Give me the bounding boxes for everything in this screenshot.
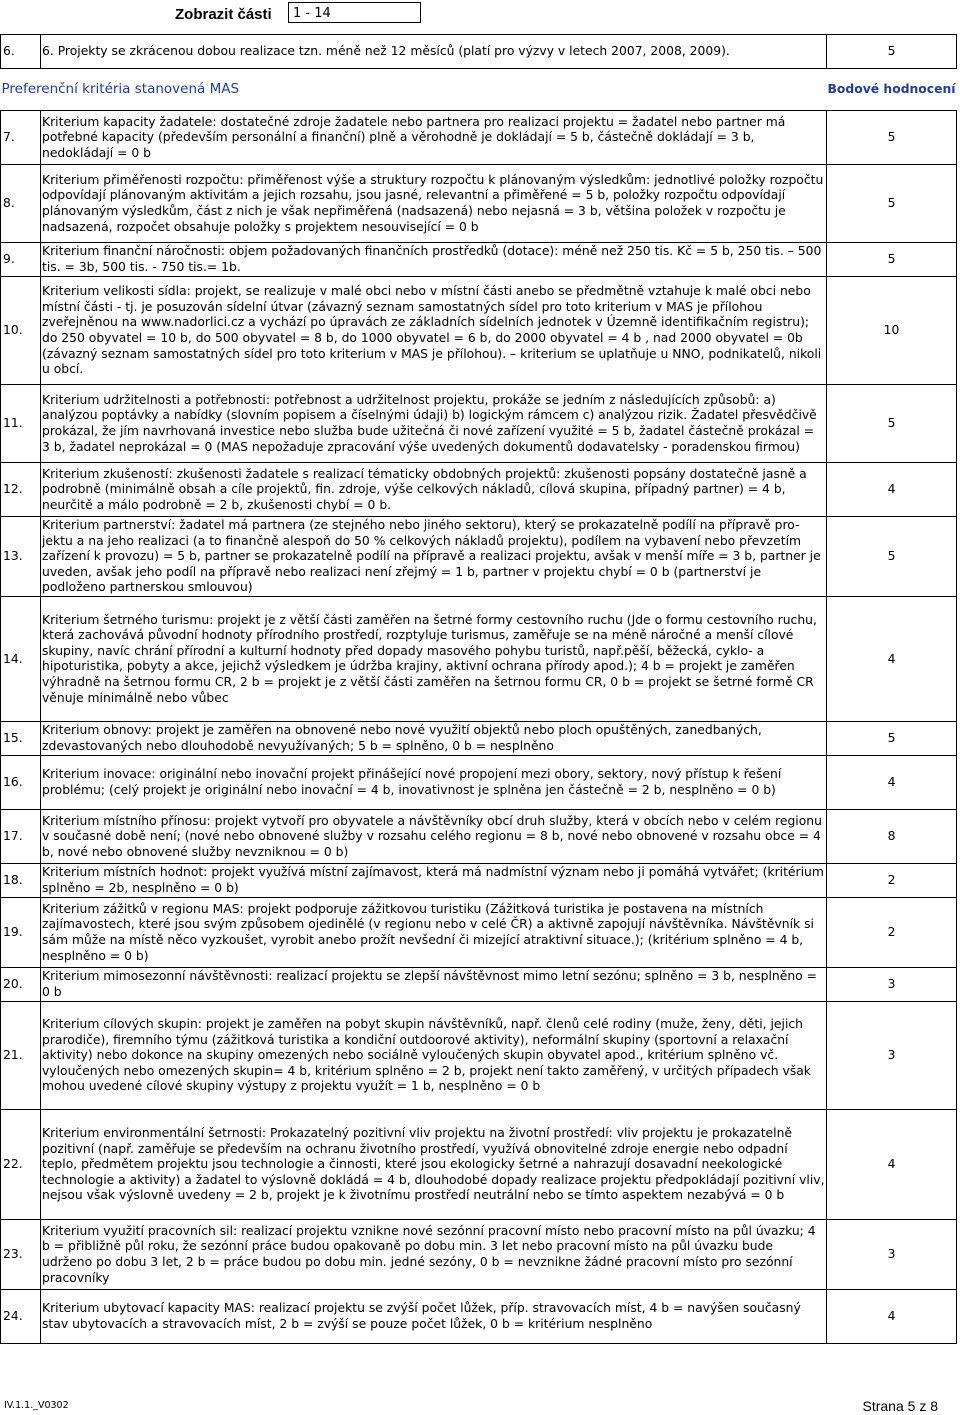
table-row	[1, 1001, 957, 1109]
score-value: 10	[827, 277, 957, 385]
table-row	[1, 721, 957, 755]
criterion-text: Kriterium velikosti sídla: projekt, se realizuje v malé obci nebo v místní části anebo se předmětně vztahuje k malé obci nebo místní části - tj. je posuzován sídelní útvar (závazný seznam samostatných sídel pro toto kriterium v MAS je přílohou zveřejněnou na www.nadorlici.cz a vychází po úpravách ze základních sídelních jednotek v Územně identifikačním registru); do 250 obyvatel = 10 b, do 500 obyvatel = 8 b, do 1000 obyvatel = 6 b, do 2000 obyvatel = 4 b , nad 2000 obyvatel = 0b (závazný seznam samostatných sídel pro toto kriterium v MAS je přílohou). – kriterium se uplatňuje u NNO, podnikatelů, nikoli u obcí.	[41, 277, 827, 385]
row-number: 19.	[1, 897, 41, 967]
section-header-row	[1, 69, 957, 111]
table-row	[1, 517, 957, 597]
display-parts-input[interactable]: 1 - 14	[288, 2, 421, 23]
criterion-text: Kriterium ubytovací kapacity MAS: realizací projektu se zvýší počet lůžek, příp. stravovacích míst, 4 b = navýšen současný stav ubytovacích a stravovacích míst, 2 b = zvýší se pouze počet lůžek, 0 b = kritérium nesplněno	[41, 1289, 827, 1343]
criterion-text: Kriterium environmentální šetrnosti: Prokazatelný pozitivní vliv projektu na životní prostředí: vliv projektu je prokazatelně pozitivní (např. zaměřuje se především na ochranu životního prostředí, využívá obnovitelné zdroje energie nebo odpadní teplo, předmětem projektu jsou technologie a činnosti, které jsou ekologicky šetrné a nahrazují dosavadní neekologické technologie a aktivity) a žadatel to výslovně dokládá = 4 b, dlouhodobé dopady realizace projektu předpokládají pozitivní vliv, nejsou však výslovně uvedeny = 2 b, projekt je k životnímu prostředí neutrální nebo se tímto aspektem nezabývá = 0 b	[41, 1109, 827, 1219]
row-number: 24.	[1, 1289, 41, 1343]
criterion-text: Kriterium mimosezonní návštěvnosti: realizací projektu se zlepší návštěvnost mimo letní sezónu; splněno = 3 b, nesplněno = 0 b	[41, 967, 827, 1001]
score-value: 4	[827, 755, 957, 809]
criterion-text: Kriterium inovace: originální nebo inovační projekt přinášející nové propojení mezi obory, sektory, nový přístup k řešení problému; (celý projekt je originální nebo inovační = 4 b, inovativnost je splněna jen částečně = 2 b, nesplněno = 0 b)	[41, 755, 827, 809]
row-number: 20.	[1, 967, 41, 1001]
row-number: 21.	[1, 1001, 41, 1109]
table-row	[1, 967, 957, 1001]
score-column-header: Bodové hodnocení	[827, 69, 957, 111]
score-value: 2	[827, 897, 957, 967]
row-number: 7.	[1, 111, 41, 165]
table-row	[1, 1109, 957, 1219]
score-value: 8	[827, 809, 957, 863]
criterion-text: Kriterium finanční náročnosti: objem požadovaných finančních prostředků (dotace): méně než 250 tis. Kč = 5 b, 250 tis. – 500 tis. = 3b, 500 tis. - 750 tis.= 1b.	[41, 243, 827, 277]
table-row	[1, 897, 957, 967]
score-value: 4	[827, 1289, 957, 1343]
row-number: 9.	[1, 243, 41, 277]
table-row	[1, 165, 957, 243]
display-parts-label: Zobrazit části	[175, 6, 272, 23]
criterion-text: Kriterium obnovy: projekt je zaměřen na obnovené nebo nové využití objektů nebo ploch opuštěných, zanedbaných, zdevastovaných nebo dlouhodobě nevyužívaných; 5 b = splněno, 0 b = nesplněno	[41, 721, 827, 755]
criterion-text: Kriterium zážitků v regionu MAS: projekt podporuje zážitkovou turistiku (Zážitková turistika je postavena na místních zajímavostech, které jsou svým způsobem ojedinělé (v regionu nebo v celé ČR) a aktivně zapojují návštěvníka. Návštěvník si sám může na místě něco vyzkoušet, vyrobit anebo prožít nevšední či mizející atraktivní situace.); (kritérium splněno = 4 b, nesplněno = 0 b)	[41, 897, 827, 967]
table-row	[1, 111, 957, 165]
row-number: 12.	[1, 463, 41, 517]
score-value: 2	[827, 863, 957, 897]
score-value: 4	[827, 463, 957, 517]
criterion-text: Kriterium kapacity žadatele: dostatečné zdroje žadatele nebo partnera pro realizaci projektu = žadatel nebo partner má potřebné kapacity (především personální a finanční) plně a věrohodně je dokládají = 5 b, částečně dokládají = 3 b, nedokládají = 0 b	[41, 111, 827, 165]
table-row	[1, 35, 957, 69]
criterion-text: 6. Projekty se zkrácenou dobou realizace tzn. méně než 12 měsíců (platí pro výzvy v letech 2007, 2008, 2009).	[41, 35, 827, 69]
criteria-table	[0, 34, 957, 1344]
row-number: 13.	[1, 517, 41, 597]
table-row	[1, 463, 957, 517]
row-number: 18.	[1, 863, 41, 897]
score-value: 4	[827, 596, 957, 721]
criterion-text: Kriterium místního přínosu: projekt vytvoří pro obyvatele a návštěvníky obcí druh služby, která v obcích nebo v celém regionu v současné době není; (nové nebo obnovené služby v rozsahu celého regionu = 8 b, nové nebo obnovené v rozsahu obce = 4 b, nové nebo obnovené služby nevzniknou = 0 b)	[41, 809, 827, 863]
criterion-text: Kriterium udržitelnosti a potřebnosti: potřebnost a udržitelnost projektu, prokáže se jedním z následujících způsobů: a) analýzou poptávky a nabídky (slovním popisem a číselnými údaji) b) logickým rámcem c) analýzou rizik. Žadatel přesvědčivě prokázal, že jím navrhovaná investice nebo služba bude užitečná či nové zařízení využité = 5 b, žadatel částečně prokázal = 3 b, žadatel neprokázal = 0 (MAS nepožaduje zpracování výše uvedených dokumentů dodavatelsky - poradenskou firmou)	[41, 385, 827, 463]
row-number: 15.	[1, 721, 41, 755]
row-number: 6.	[1, 35, 41, 69]
score-value: 5	[827, 165, 957, 243]
score-value: 5	[827, 721, 957, 755]
table-row	[1, 1219, 957, 1289]
row-number: 14.	[1, 596, 41, 721]
section-title	[1, 69, 827, 111]
table-row	[1, 863, 957, 897]
criterion-text: Kriterium šetrného turismu: projekt je z větší části zaměřen na šetrné formy cestovního ruchu (Jde o formu cestovního ruchu, která zachovává původní hodnoty přírodního prostředí, rozptyluje turismus, zaměřuje se na méně náročné a menší cílové skupiny, navíc chrání přírodní a kulturní hodnoty před dopady masového pohybu turistů, např.pěší, běžecká, cyklo- a hipoturistika, pobyty a akce, jejichž výsledkem je údržba krajiny, aktivní ochrana přírody apod.); 4 b = projekt je zaměřen výhradně na šetrnou formu CR, 2 b = projekt je z větší části zaměřen na šetrnou formu CR, 0 b = projekt se šetrné formě CR věnuje minimálně nebo vůbec	[41, 596, 827, 721]
score-value: 3	[827, 1001, 957, 1109]
table-row	[1, 243, 957, 277]
document-code: IV.1.1._V0302	[4, 1400, 69, 1411]
row-number: 17.	[1, 809, 41, 863]
row-number: 11.	[1, 385, 41, 463]
table-row	[1, 596, 957, 721]
row-number: 23.	[1, 1219, 41, 1289]
score-value: 5	[827, 385, 957, 463]
table-row	[1, 1289, 957, 1343]
row-number: 10.	[1, 277, 41, 385]
table-row	[1, 809, 957, 863]
score-value: 3	[827, 1219, 957, 1289]
score-value: 5	[827, 35, 957, 69]
criterion-text: Kriterium zkušeností: zkušenosti žadatele s realizací tématicky obdobných projektů: zkušenosti popsány dostatečně jasně a podrobně (minimálně obsah a cíle projektů, fin. zdroje, výše celkových nákladů, cílová skupina, případný partner) = 4 b, neurčitě a málo podrobně = 2 b, zkušenosti chybí = 0 b.	[41, 463, 827, 517]
table-row	[1, 755, 957, 809]
row-number: 8.	[1, 165, 41, 243]
page-number: Strana 5 z 8	[862, 1398, 938, 1414]
section-title-text: Preferenční kritéria stanovená MAS	[1, 81, 240, 98]
score-value: 5	[827, 111, 957, 165]
score-value: 5	[827, 243, 957, 277]
row-number: 16.	[1, 755, 41, 809]
criterion-text: Kriterium přiměřenosti rozpočtu: přiměřenost výše a struktury rozpočtu k plánovaným výsledkům: jednotlivé položky rozpočtu odpovídají plánovaným aktivitám a jejich rozsahu, jsou jasné, relevantní a přiměřené = 5 b, položky rozpočtu odpovídají plánovaným výsledkům, část z nich je však nepřiměřená (nadsazená) nebo nejasná = 3 b, většina položek v rozpočtu je nadsazená, rozpočet obsahuje položky s projektem nesouvisející = 0 b	[41, 165, 827, 243]
table-row	[1, 277, 957, 385]
row-number: 22.	[1, 1109, 41, 1219]
criterion-text: Kriterium využití pracovních sil: realizací projektu vznikne nové sezónní pracovní místo nebo pracovní místo na půl úvazku; 4 b = přibližně půl roku, že sezónní práce budou opakovaně po dobu min. 3 let nebo pracovní místo na půl úvazku bude udrženo po dobu 3 let, 2 b = práce budou po dobu min. jedné sezóny, 0 b = nevznikne žádné pracovní místo pro sezónní pracovníky	[41, 1219, 827, 1289]
criterion-text: Kriterium cílových skupin: projekt je zaměřen na pobyt skupin návštěvníků, např. členů celé rodiny (muže, ženy, děti, jejich prarodiče), firemního týmu (zážitková turistika a kondiční outdoorové aktivity), neformální skupiny (sportovní a relaxační aktivity) nebo dokonce na skupiny omezených nebo sociálně vyloučených skupin obyvatel apod., kritérium splněno vč. vyloučených nebo omezených skupin= 4 b, kritérium splněno = 2 b, projekt není takto zaměřený, v určitých případech však mohou uvedené cílové skupiny výstupy z projektu využít = 1 b, nesplněno = 0 b	[41, 1001, 827, 1109]
table-row	[1, 385, 957, 463]
criterion-text: Kriterium místních hodnot: projekt využívá místní zajímavost, která má nadmístní význam nebo ji pomáhá vytvářet; (kritérium splněno = 2b, nesplněno = 0 b)	[41, 863, 827, 897]
display-parts-bar	[0, 0, 960, 28]
score-value: 4	[827, 1109, 957, 1219]
criterion-text: Kriterium partnerství: žadatel má partnera (ze stejného nebo jiného sektoru), který se prokazatelně podílí na přípravě pro-jektu a na jeho realizaci (a to finančně alespoň do 50 % celkových nákladů projektu), podílem na vybavení nebo převzetím zařízení k provozu) = 5 b, partner se prokazatelně podílí na přípravě a realizaci projektu, avšak v menší míře = 3 b, partner je uveden, avšak jeho podíl na přípravě nebo realizaci není zřejmý = 1 b, partner v projektu chybí = 0 b (partnerství je podloženo partnerskou smlouvou)	[41, 517, 827, 597]
score-value: 3	[827, 967, 957, 1001]
score-value: 5	[827, 517, 957, 597]
